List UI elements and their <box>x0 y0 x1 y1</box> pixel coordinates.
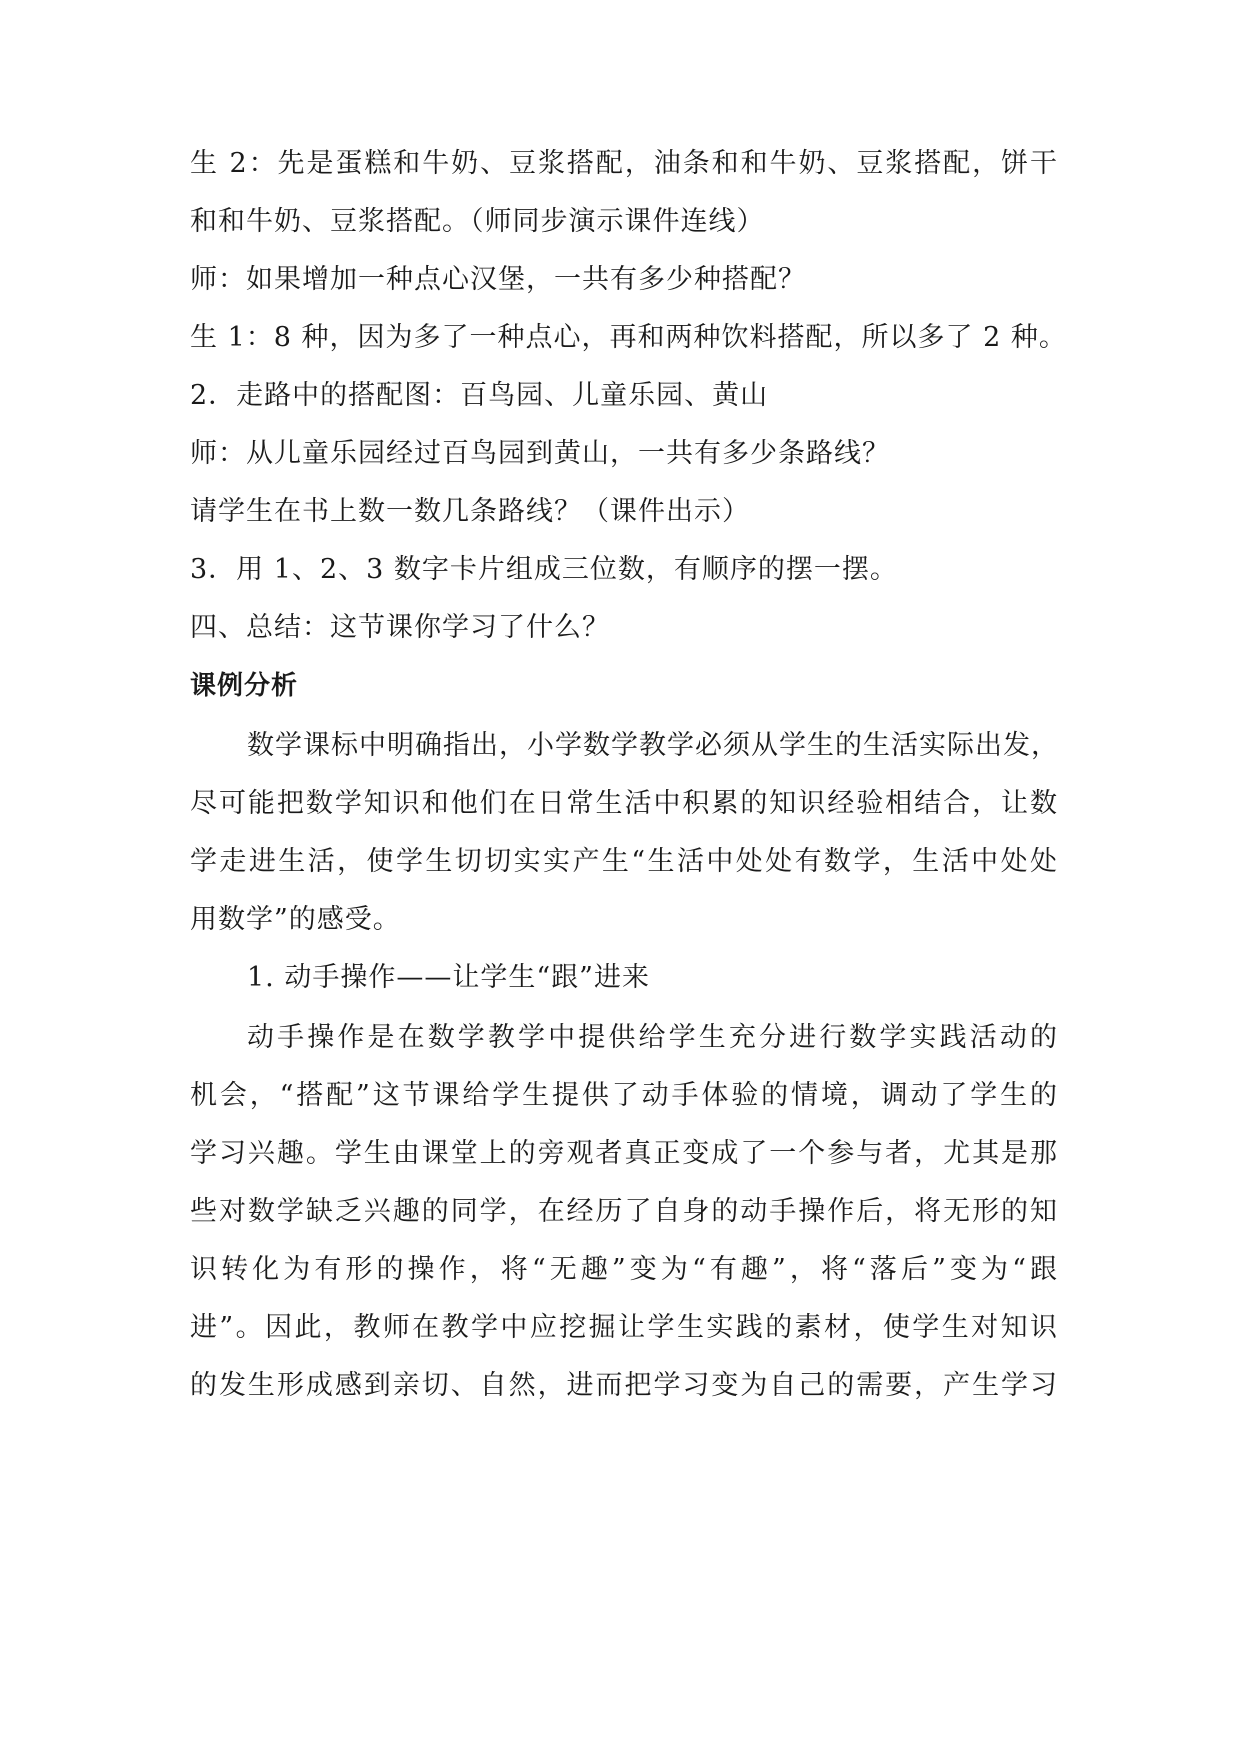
paragraph-line: 学走进生活，使学生切切实实产生“生活中处处有数学，生活中处处 <box>190 846 1058 877</box>
dialogue-line: 生 2：先是蛋糕和牛奶、豆浆搭配，油条和和牛奶、豆浆搭配，饼干 <box>190 148 1058 179</box>
dialogue-line: 生 1：8 种，因为多了一种点心，再和两种饮料搭配，所以多了 2 种。 <box>190 322 1067 353</box>
paragraph-line: 用数学”的感受。 <box>190 904 401 935</box>
paragraph-line: 进”。因此，教师在教学中应挖掘让学生实践的素材，使学生对知识 <box>190 1312 1058 1343</box>
paragraph-line: 数学课标中明确指出，小学数学教学必须从学生的生活实际出发， <box>247 730 1059 761</box>
paragraph-line: 学习兴趣。学生由课堂上的旁观者真正变成了一个参与者，尤其是那 <box>190 1138 1058 1169</box>
subheading: 1. 动手操作——让学生“跟”进来 <box>247 962 650 993</box>
dialogue-line: 请学生在书上数一数几条路线？（课件出示） <box>190 496 750 527</box>
paragraph-line: 机会，“搭配”这节课给学生提供了动手体验的情境，调动了学生的 <box>190 1080 1058 1111</box>
dialogue-line: 四、总结：这节课你学习了什么？ <box>190 612 610 643</box>
dialogue-line: 和和牛奶、豆浆搭配。（师同步演示课件连线） <box>190 206 765 237</box>
section-heading: 课例分析 <box>190 671 299 701</box>
paragraph-line: 的发生形成感到亲切、自然，进而把学习变为自己的需要，产生学习 <box>190 1370 1058 1401</box>
paragraph-line: 些对数学缺乏兴趣的同学，在经历了自身的动手操作后，将无形的知 <box>190 1196 1058 1227</box>
paragraph-line: 动手操作是在数学教学中提供给学生充分进行数学实践活动的 <box>247 1022 1058 1053</box>
paragraph-line: 尽可能把数学知识和他们在日常生活中积累的知识经验相结合，让数 <box>190 788 1058 819</box>
dialogue-line: 师：从儿童乐园经过百鸟园到黄山，一共有多少条路线？ <box>190 438 890 469</box>
dialogue-line: 3．用 1、2、3 数字卡片组成三位数，有顺序的摆一摆。 <box>190 554 898 585</box>
dialogue-line: 2．走路中的搭配图：百鸟园、儿童乐园、黄山 <box>190 380 769 411</box>
dialogue-line: 师：如果增加一种点心汉堡，一共有多少种搭配？ <box>190 264 806 295</box>
paragraph-line: 识转化为有形的操作，将“无趣”变为“有趣”，将“落后”变为“跟 <box>190 1254 1058 1285</box>
